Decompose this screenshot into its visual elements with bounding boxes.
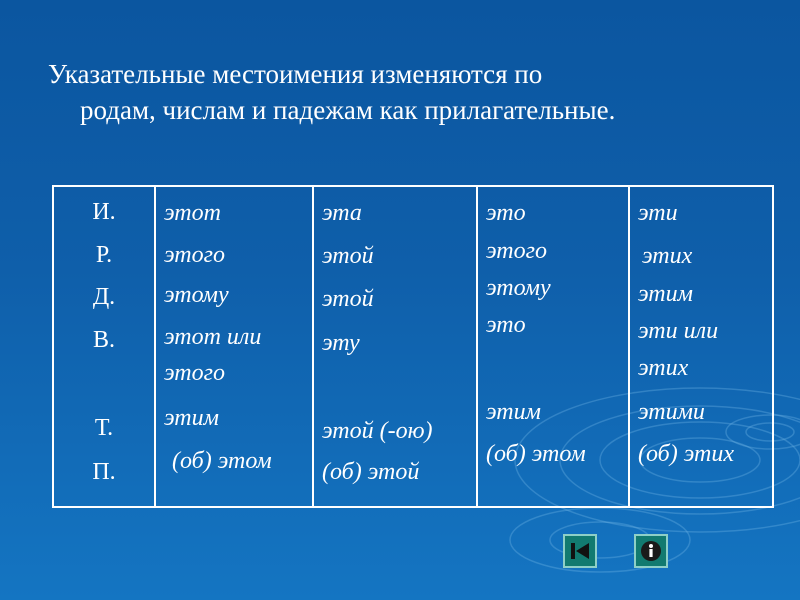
masculine-column [156,187,314,506]
feminine-column [314,187,478,506]
plural-cell: этими [638,399,705,425]
plural-column [630,187,772,506]
masculine-cell: этого [164,242,225,268]
case-accusative: В. [92,327,115,353]
neuter-cell: этому [486,275,551,301]
masculine-cell: этого [164,360,225,386]
skip-to-first-icon [569,541,591,561]
neuter-cell: это [486,200,526,226]
neuter-cell: (об) этом [486,441,586,467]
feminine-cell: эта [322,200,362,226]
title-line-2: родам, числам и падежам как прилагательные. [80,95,616,125]
case-nominative: И. [92,199,116,225]
masculine-cell: этот или [164,324,262,350]
plural-cell: эти [638,200,678,226]
masculine-cell: (об) этом [172,448,272,474]
slide-title [48,56,768,128]
title-line-1: Указательные местоимения изменяются по [48,59,543,89]
plural-cell: этим [638,281,693,307]
neuter-column [478,187,630,506]
masculine-cell: этим [164,405,219,431]
feminine-cell: (об) этой [322,459,420,485]
feminine-cell: этой [322,286,374,312]
info-icon [639,539,663,563]
masculine-cell: этот [164,200,221,226]
case-prepositional: П. [92,459,116,485]
plural-cell: этих [642,243,693,269]
feminine-cell: этой [322,243,374,269]
case-column [54,187,156,506]
masculine-cell: этому [164,282,229,308]
feminine-cell: эту [322,330,360,356]
declension-table [52,185,774,508]
plural-cell: эти или [638,318,719,344]
plural-cell: этих [638,355,689,381]
neuter-cell: этого [486,238,547,264]
neuter-cell: этим [486,399,541,425]
feminine-cell: этой (-ою) [322,418,433,444]
info-button[interactable] [634,534,668,568]
first-slide-button[interactable] [563,534,597,568]
plural-cell: (об) этих [638,441,734,467]
case-instrumental: Т. [94,415,114,441]
case-genitive: Р. [95,242,113,268]
neuter-cell: это [486,312,526,338]
case-dative: Д. [92,284,116,310]
